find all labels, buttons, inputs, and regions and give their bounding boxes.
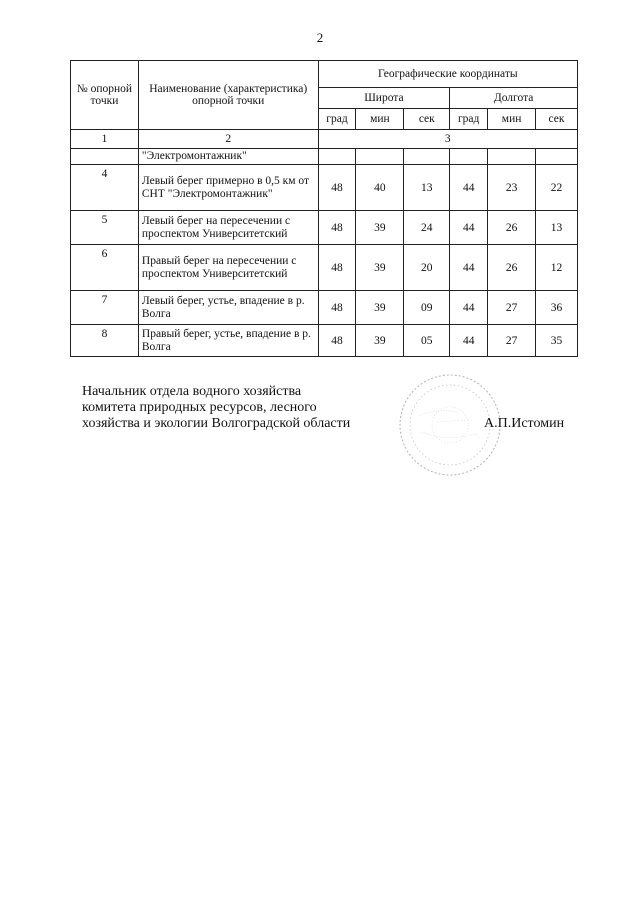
header-point-name: Наименование (характеристика) опорной точки [138, 61, 318, 130]
signature-line-2: комитета природных ресурсов, лесного [82, 400, 317, 415]
header-unit: сек [404, 109, 450, 130]
coordinate-value: 22 [536, 165, 578, 211]
table-cell [450, 149, 488, 165]
table-row [71, 245, 578, 291]
table-cell [536, 149, 578, 165]
coordinate-value: 44 [450, 165, 488, 211]
coordinate-value: 36 [536, 291, 578, 325]
page-number: 2 [316, 30, 324, 45]
coordinate-value: 44 [450, 245, 488, 291]
table-row [71, 165, 578, 211]
table-cell [488, 149, 536, 165]
coordinate-value: 26 [488, 211, 536, 245]
coordinate-value: 44 [450, 325, 488, 357]
header-point-number: № опорной точки [71, 61, 139, 130]
coordinate-value: 35 [536, 325, 578, 357]
column-number-1: 1 [71, 130, 139, 149]
coordinate-value: 13 [536, 211, 578, 245]
coordinate-value: 27 [488, 325, 536, 357]
coordinate-value: 12 [536, 245, 578, 291]
header-unit: град [450, 109, 488, 130]
coordinate-value: 09 [404, 291, 450, 325]
coordinate-value: 48 [318, 245, 356, 291]
signature-block [82, 384, 350, 432]
signer-name: А.П.Истомин [484, 416, 565, 431]
point-name: Левый берег, устье, впадение в р. Волга [138, 291, 318, 325]
header-geographic-coordinates: Географические координаты [318, 61, 577, 88]
coordinate-value: 48 [318, 325, 356, 357]
table-row [71, 291, 578, 325]
coordinate-value: 39 [356, 245, 404, 291]
coordinate-value: 24 [404, 211, 450, 245]
column-number-3: 3 [318, 130, 577, 149]
point-number: 4 [71, 165, 139, 211]
coordinate-value: 26 [488, 245, 536, 291]
point-number: 7 [71, 291, 139, 325]
table-cell [404, 149, 450, 165]
coordinate-value: 39 [356, 211, 404, 245]
coordinate-value: 39 [356, 325, 404, 357]
table-cell [71, 149, 139, 165]
coordinate-value: 48 [318, 211, 356, 245]
table-row [71, 211, 578, 245]
coordinate-value: 44 [450, 291, 488, 325]
point-name: Левый берег на пересечении с проспектом Университетский [138, 211, 318, 245]
coordinate-value: 13 [404, 165, 450, 211]
column-number-2: 2 [138, 130, 318, 149]
table-cell [318, 149, 356, 165]
coordinate-value: 23 [488, 165, 536, 211]
continuation-text: "Электромонтажник" [138, 149, 318, 165]
signature-line-3: хозяйства и экологии Волгоградской области [82, 416, 351, 431]
point-number: 5 [71, 211, 139, 245]
point-name: Левый берег примерно в 0,5 км от СНТ "Электромонтажник" [138, 165, 318, 211]
table-row [71, 325, 578, 357]
header-unit: мин [488, 109, 536, 130]
coordinate-value: 48 [318, 165, 356, 211]
header-unit: мин [356, 109, 404, 130]
header-unit: сек [536, 109, 578, 130]
coordinate-value: 20 [404, 245, 450, 291]
point-name: Правый берег, устье, впадение в р. Волга [138, 325, 318, 357]
header-longitude: Долгота [450, 88, 578, 109]
header-unit: град [318, 109, 356, 130]
coordinate-value: 40 [356, 165, 404, 211]
coordinates-table [70, 60, 578, 357]
table-cell [356, 149, 404, 165]
coordinate-value: 27 [488, 291, 536, 325]
point-number: 8 [71, 325, 139, 357]
coordinate-value: 39 [356, 291, 404, 325]
point-number: 6 [71, 245, 139, 291]
coordinate-value: 44 [450, 211, 488, 245]
coordinate-value: 05 [404, 325, 450, 357]
coordinate-value: 48 [318, 291, 356, 325]
header-latitude: Широта [318, 88, 450, 109]
point-name: Правый берег на пересечении с проспектом Университетский [138, 245, 318, 291]
signature-line-1: Начальник отдела водного хозяйства [82, 384, 302, 399]
